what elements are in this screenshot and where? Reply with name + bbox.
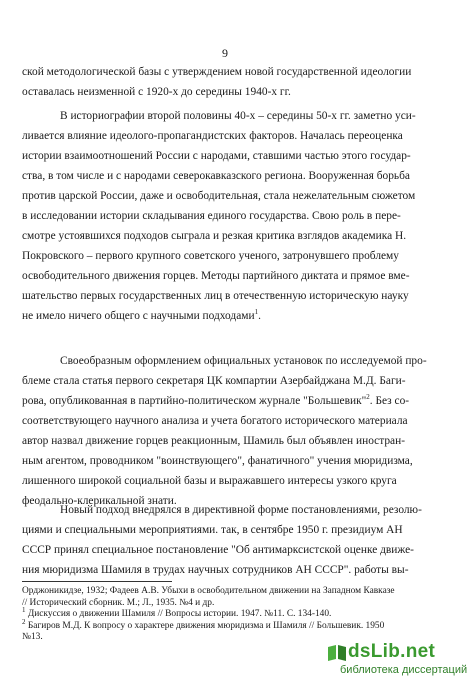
body-line: лишенного широкой социальной базы и выражавшего интересы узкого круга <box>22 475 397 487</box>
footnote-divider <box>22 581 172 582</box>
body-line <box>22 306 430 326</box>
paragraph-new-approach <box>22 500 430 580</box>
body-line: ным агентом, проводником "воинствующего", фанатичного" учения мюридизма, <box>22 455 413 467</box>
body-line: против царской России, даже и освободительная, стала нежелательным сюжетом <box>22 190 416 202</box>
body-line: смотре устоявшихся подходов сыграла и резкая критика взглядов академика Н. <box>22 230 407 242</box>
footnote-line: Орджоникидзе, 1932; Фадеев А.В. Убыхи в освободительном движении на Западном Кавказе <box>22 586 395 596</box>
body-line: оставалась неизменной с 1920-х до середины 1940-х гг. <box>22 86 291 98</box>
body-line: феодально-клерикальной знати. <box>22 495 177 507</box>
body-line <box>22 391 430 411</box>
footnote-marker: 2 <box>22 617 26 626</box>
body-line: циями и специальными мероприятиями. так, в сентябре 1950 г. президиум АН <box>22 524 403 536</box>
body-line: Покровского – первого крупного советского ученого, затронувшего проблему <box>22 250 399 262</box>
body-line: соответствующего научного анализа и учета богатого исторического материала <box>22 415 408 427</box>
body-line: Новый подход внедрялся в директивной форме постановлениями, резолю- <box>60 504 422 516</box>
body-line: ливается влияние идеолого-пропагандистских факторов. Началась переоценка <box>22 130 403 142</box>
body-line: ния мюридизма Шамиля в трудах научных сотрудников АН СССР". работы вы- <box>22 564 409 576</box>
footnote-text: Дискуссия о движении Шамиля // Вопросы истории. 1947. №11. С. 134-140. <box>27 609 332 620</box>
body-line: истории взаимоотношений России с народами, ставшими частью этого государ- <box>22 150 411 162</box>
body-line: в исследовании истории складывания единого государства. Свою роль в пере- <box>22 210 401 222</box>
footnote-ref: 2 <box>366 393 370 402</box>
body-line-text: не имело ничего общего с научными подходами <box>22 310 255 322</box>
body-line: освободительного движения горцев. Методы партийного диктата и прямое вме- <box>22 270 410 282</box>
paragraph-historiography <box>22 106 430 326</box>
watermark-title: dsLib.net <box>348 641 436 662</box>
body-line: ской методологической базы с утверждением новой государственной идеологии <box>22 66 412 78</box>
paragraph-bagirov <box>22 351 430 511</box>
footnote-line: // Исторический сборник. М.; Л., 1935. №4 и др. <box>22 597 215 608</box>
body-line: Своеобразным оформлением официальных установок по исследуемой про- <box>60 355 427 367</box>
body-line: блеме стала статья первого секретаря ЦК компартии Азербайджана М.Д. Баги- <box>22 375 406 387</box>
page-number: 9 <box>222 46 228 60</box>
body-line-text: рова, опубликованная в партийно-политическом журнале "Большевик" <box>22 395 367 407</box>
site-watermark <box>326 641 467 679</box>
footnote-line <box>22 606 432 621</box>
body-line: автор назвал движение горцев реакционным, Шамиль был объявлен иностран- <box>22 435 405 447</box>
book-logo-icon <box>326 641 348 663</box>
body-line: СССР принял специальное постановление "Об антимарксистской оценке движе- <box>22 544 414 556</box>
body-line: В историографии второй половины 40-х – середины 50-х гг. заметно уси- <box>60 110 416 122</box>
body-line-end: . <box>258 310 261 322</box>
body-line: шательство первых государственных лиц в отечественную историческую науку <box>22 290 409 302</box>
watermark-subtitle: библиотека диссертаций <box>340 664 467 676</box>
footnote-text: Багиров М.Д. К вопросу о характере движения мюридизма и Шамиля // Большевик. 1950 <box>27 620 385 631</box>
footnote-line <box>22 617 432 633</box>
body-line-end: . Без со- <box>369 395 410 407</box>
body-text <box>22 62 430 102</box>
footnote-line: №13. <box>22 632 43 643</box>
footnote-marker: 1 <box>22 606 26 615</box>
footnote-ref: 1 <box>254 308 259 317</box>
footnotes <box>22 586 432 644</box>
body-line: ства, в том числе и с народами северокавказского региона. Вооруженная борьба <box>22 170 410 182</box>
